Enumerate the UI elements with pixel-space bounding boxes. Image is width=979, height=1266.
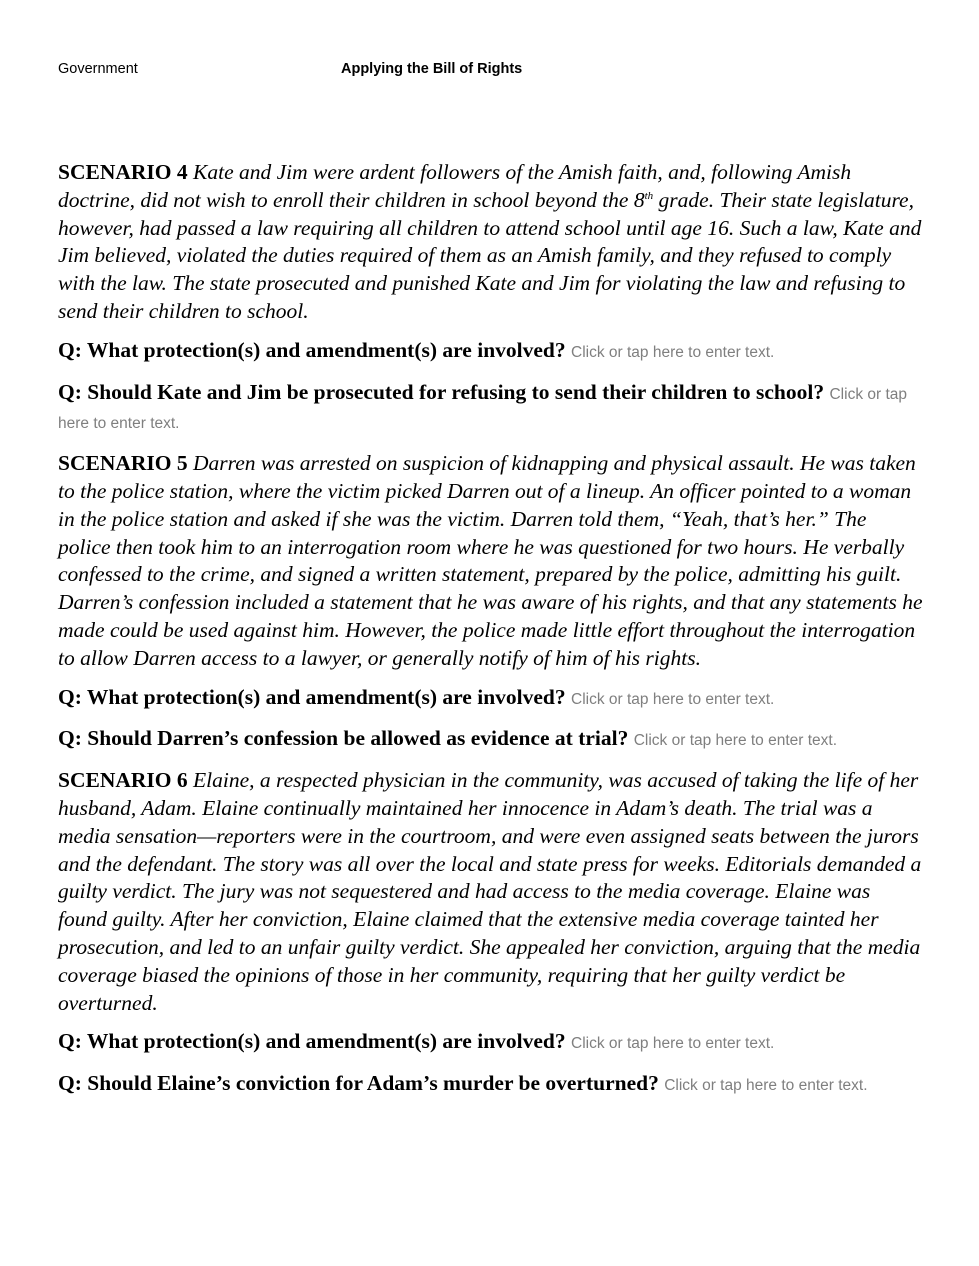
answer-field[interactable]: Click or tap here to enter text.: [58, 385, 908, 433]
question-text: Q: Should Elaine’s conviction for Adam’s murder be overturned?: [58, 1071, 659, 1096]
scenario-5-question-1: [58, 684, 924, 714]
scenario-6-question-1: [58, 1028, 924, 1058]
answer-field[interactable]: Click or tap here to enter text.: [633, 732, 838, 750]
question-text: Q: Should Kate and Jim be prosecuted for refusing to send their children to school?: [58, 379, 825, 404]
header-course: Government: [58, 61, 138, 77]
question-text: Q: What protection(s) and amendment(s) are involved?: [58, 337, 566, 362]
scenario-4-question-1: [58, 337, 924, 367]
question-text: Q: Should Darren’s confession be allowed as evidence at trial?: [58, 726, 629, 751]
ordinal-suffix: th: [644, 189, 654, 202]
scenario-4-text: Kate and Jim were ardent followers of the Amish faith, and, following Amish doctrine, did not wish to enroll their children in school beyond the 8th grade. Their state legislature, however, had passed a law requiring all children to attend school until age 16. Such a law, Kate and Jim believed, violated the duties required of them as an Amish family, and they refused to comply with the law. The state prosecuted and punished Kate and Jim for violating the law and refusing to send their children to school.: [58, 160, 922, 323]
scenario-5-question-2: [58, 725, 924, 755]
answer-field[interactable]: Click or tap here to enter text.: [571, 1035, 775, 1053]
scenario-5-text: Darren was arrested on suspicion of kidnapping and physical assault. He was taken to the police station, where the victim picked Darren out of a lineup. An officer pointed to a woman in the police station and asked if she was the victim. Darren told them, “Yeah, that’s her.” The police then took him to an interrogation room where he was questioned for two hours. He verbally confessed to the crime, and signed a written statement, prepared by the police, admitting his guilt. Darren’s confession included a statement that he was aware of his rights, and that any statements he made could be used against him. However, the police made little effort throughout the interrogation to allow Darren access to a lawyer, or generally notify of him of his rights.: [58, 451, 923, 670]
scenario-6: [58, 767, 924, 1017]
header-title: Applying the Bill of Rights: [341, 61, 523, 77]
scenario-5: [58, 450, 924, 672]
scenario-4: [58, 159, 924, 326]
scenario-6-question-2: [58, 1070, 924, 1100]
answer-field[interactable]: Click or tap here to enter text.: [571, 343, 775, 361]
scenario-4-label: SCENARIO 4: [58, 160, 188, 184]
question-text: Q: What protection(s) and amendment(s) are involved?: [58, 1029, 566, 1054]
scenario-6-text: Elaine, a respected physician in the community, was accused of taking the life of her husband, Adam. Elaine continually maintained her innocence in Adam’s death. The trial was a media sensation—reporters were in the courtroom, and were even assigned seats between the jurors and the defendant. The story was all over the local and state press for weeks. Editorials demanded a guilty verdict. The jury was not sequestered and had access to the media coverage. Elaine was found guilty. After her conviction, Elaine claimed that the extensive media coverage tainted her prosecution, and led to an unfair guilty verdict. She appealed her conviction, arguing that the media coverage biased the opinions of those in her community, requiring that her guilty verdict be overturned.: [58, 768, 922, 1015]
scenario-6-label: SCENARIO 6: [58, 768, 188, 793]
question-text: Q: What protection(s) and amendment(s) are involved?: [58, 684, 566, 709]
answer-field[interactable]: Click or tap here to enter text.: [571, 690, 775, 708]
answer-field[interactable]: Click or tap here to enter text.: [664, 1077, 868, 1095]
scenario-5-label: SCENARIO 5: [58, 451, 188, 476]
document-body: [58, 159, 924, 1112]
scenario-4-question-2: [58, 379, 924, 439]
